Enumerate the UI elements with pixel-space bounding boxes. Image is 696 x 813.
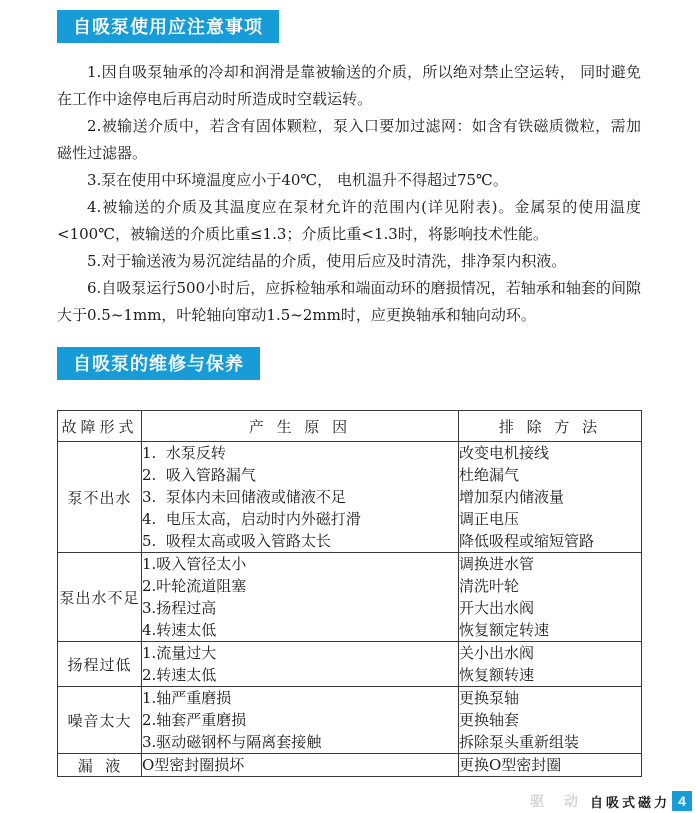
note-paragraph: 3.泵在使用中环境温度应小于40℃， 电机温升不得超过75℃。 (87, 171, 508, 189)
causes-cell (142, 442, 459, 553)
cause-line: 3.驱动磁钢杯与隔离套接触 (142, 733, 322, 751)
fault-table-body (58, 442, 642, 777)
cause-line: 3.扬程过高 (142, 599, 217, 617)
table-row (58, 754, 642, 777)
usage-notes-list (57, 59, 641, 329)
section-title-usage-notes: 自吸泵使用应注意事项 (57, 10, 279, 43)
solution-line: 关小出水阀 (459, 644, 535, 662)
column-header-fault-type: 故障形式 (58, 411, 142, 442)
cause-line: 1.轴严重磨损 (142, 689, 232, 707)
table-row (58, 687, 642, 754)
footer-series-label: 自吸式磁力 (589, 794, 670, 810)
solution-line: 调换进水管 (459, 555, 535, 573)
column-header-cause: 产 生 原 因 (142, 411, 459, 442)
note-paragraph: 4.被输送的介质及其温度应在泵材允许的范围内(详见附表)。金属泵的使用温度<100℃，被输送的介质比重≤1.3；介质比重<1.3时，将影响技术性能。 (57, 198, 641, 243)
note-paragraph: 6.自吸泵运行500小时后，应拆检轴承和端面动环的磨损情况，若轴承和轴套的间隙大于0.5~1mm，叶轮轴向窜动1.5~2mm时，应更换轴承和轴向动环。 (57, 279, 641, 324)
fault-troubleshooting-table (57, 410, 642, 777)
solution-line: 更换泵轴 (459, 689, 520, 707)
table-header-row (58, 411, 642, 442)
solution-line: 增加泵内储液量 (459, 488, 565, 506)
page-number-badge: 4 (672, 791, 692, 811)
solution-line: 恢复额定转速 (459, 621, 550, 639)
solution-line: 杜绝漏气 (459, 466, 520, 484)
solution-line: 拆除泵头重新组装 (459, 733, 580, 751)
cause-line: 1.吸入管径太小 (142, 555, 247, 573)
cause-line: 1.流量过大 (142, 644, 217, 662)
solutions-cell (459, 642, 642, 687)
solution-line: 清洗叶轮 (459, 577, 520, 595)
cause-line: 1. 水泵反转 (142, 444, 226, 462)
solutions-cell (459, 687, 642, 754)
cause-line: 2.转速太低 (142, 666, 217, 684)
footer-watermark-text: 驱 动 (530, 793, 586, 809)
table-row (58, 553, 642, 642)
cause-line: 2.叶轮流道阻塞 (142, 577, 247, 595)
note-paragraph: 5.对于输送液为易沉淀结晶的介质，使用后应及时清洗，排净泵内积液。 (87, 252, 567, 270)
solution-line: 更换O型密封圈 (459, 756, 562, 774)
note-paragraph: 2.被输送介质中，若含有固体颗粒，泵入口要加过滤网：如含有铁磁质微粒，需加磁性过滤器。 (57, 117, 641, 162)
fault-type-cell: 泵不出水 (58, 442, 142, 553)
note-paragraph: 1.因自吸泵轴承的冷却和润滑是靠被输送的介质，所以绝对禁止空运转， 同时避免在工作中途停电后再启动时所造成时空载运转。 (57, 63, 641, 108)
solution-line: 更换轴套 (459, 711, 520, 729)
fault-type-cell: 扬程过低 (58, 642, 142, 687)
causes-cell (142, 642, 459, 687)
fault-type-cell: 泵出水不足 (58, 553, 142, 642)
solution-line: 降低吸程或缩短管路 (459, 532, 595, 550)
causes-cell (142, 553, 459, 642)
cause-line: 2.轴套严重磨损 (142, 711, 247, 729)
section-title-maintenance: 自吸泵的维修与保养 (57, 347, 260, 380)
table-row (58, 442, 642, 553)
solution-line: 开大出水阀 (459, 599, 535, 617)
cause-line: 4. 电压太高，启动时内外磁打滑 (142, 510, 361, 528)
solutions-cell (459, 754, 642, 777)
solution-line: 恢复额转速 (459, 666, 535, 684)
solution-line: 调正电压 (459, 510, 520, 528)
page-footer (530, 791, 692, 811)
causes-cell (142, 687, 459, 754)
fault-type-cell: 噪音太大 (58, 687, 142, 754)
solutions-cell (459, 553, 642, 642)
cause-line: 2. 吸入管路漏气 (142, 466, 256, 484)
fault-type-cell: 漏 液 (58, 754, 142, 777)
solution-line: 改变电机接线 (459, 444, 550, 462)
cause-line: O型密封圈损坏 (142, 756, 245, 774)
cause-line: 5. 吸程太高或吸入管路太长 (142, 532, 331, 550)
table-row (58, 642, 642, 687)
column-header-remedy: 排 除 方 法 (459, 411, 642, 442)
causes-cell (142, 754, 459, 777)
solutions-cell (459, 442, 642, 553)
cause-line: 3. 泵体内未回储液或储液不足 (142, 488, 346, 506)
cause-line: 4.转速太低 (142, 621, 217, 639)
